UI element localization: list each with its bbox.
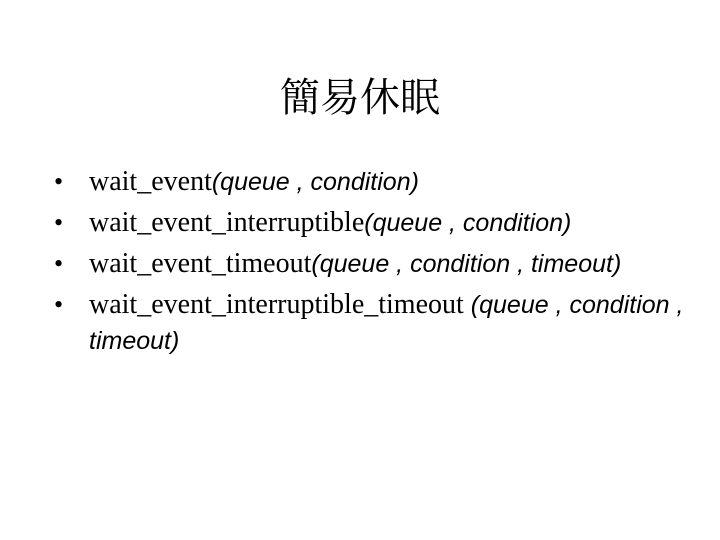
bullet-list <box>54 164 694 364</box>
bullet-icon: • <box>54 290 64 319</box>
function-args: (queue , condition) <box>211 168 419 196</box>
bullet-item-wait-event-interruptible-timeout <box>54 287 694 359</box>
function-args: (queue , condition , timeout) <box>311 250 622 278</box>
function-args: (queue , condition , timeout) <box>89 291 684 355</box>
function-name: wait_event_timeout <box>89 248 312 279</box>
slide-title: 簡易休眠 <box>280 75 440 121</box>
bullet-icon: • <box>54 167 64 196</box>
bullet-icon: • <box>54 249 64 278</box>
bullet-item-wait-event-interruptible <box>54 205 694 241</box>
function-name: wait_event <box>89 166 212 197</box>
function-name: wait_event_interruptible_timeout <box>89 289 471 320</box>
bullet-icon: • <box>54 208 64 237</box>
function-args: (queue , condition) <box>364 209 572 237</box>
function-name: wait_event_interruptible <box>89 207 365 238</box>
bullet-item-wait-event-timeout <box>54 246 694 282</box>
bullet-item-wait-event <box>54 164 694 200</box>
